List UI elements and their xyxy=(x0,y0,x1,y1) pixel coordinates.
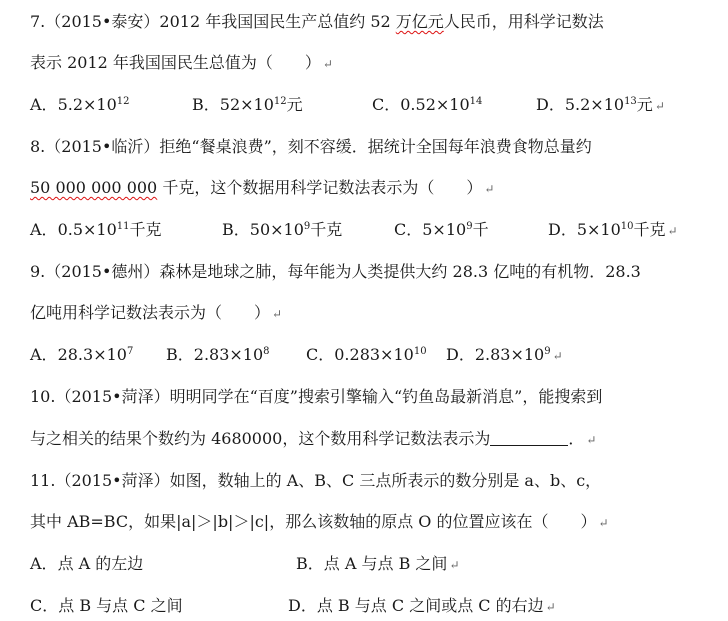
q9-option-a: A．$28.3\times 10^7$ xyxy=(30,345,134,364)
q7-option-c: C．$0.52\times 10^{14}$ xyxy=(372,95,483,114)
q7-option-a: A．$5.2\times 10^{12}$ xyxy=(30,95,130,114)
q8-line1: 8.（2015•临沂）拒绝“餐桌浪费”，刻不容缓．据统计全国每年浪费食物总量约 xyxy=(30,137,592,156)
q11-line2: 其中 AB=BC，如果|a|＞|b|＞|c|，那么该数轴的原点 O 的位置应该在（ ） ↵ xyxy=(30,512,609,531)
q9-line2: 亿吨用科学记数法表示为（ ） ↵ xyxy=(30,303,283,322)
q11-option-b: B．点 A 与点 B 之间 ↵ xyxy=(296,554,460,573)
q8-line2: 50 000 000 000 千克，这个数据用科学记数法表示为（ ） ↵ xyxy=(30,178,495,197)
q10-line2: 与之相关的结果个数约为 4680000，这个数用科学记数法表示为 ． ↵ xyxy=(30,429,597,448)
q8-option-b: B．$50\times 10^9$千克 xyxy=(222,220,343,239)
q7-line1: 7.（2015•泰安）2012 年我国国民生产总值约 52 万亿元人民币，用科学记数法 xyxy=(30,12,604,31)
q9-option-b: B．$2.83\times 10^8$ xyxy=(166,345,270,364)
q8-option-c: C．$5\times 10^9$千 xyxy=(394,220,489,239)
q7-option-b: B．$52\times 10^{12}$元 xyxy=(192,95,303,114)
q8-option-a: A．$0.5\times 10^{11}$千克 xyxy=(30,220,162,239)
paragraph-mark: ↵ xyxy=(322,57,333,71)
q9-line1: 9.（2015•德州）森林是地球之肺，每年能为人类提供大约 28.3 亿吨的有机物．28.3 xyxy=(30,262,641,281)
q7-spellcheck-word: 万亿元 xyxy=(395,12,444,31)
answer-blank xyxy=(490,431,568,446)
q9-option-d: D．$2.83\times 10^9$ ↵ xyxy=(446,345,563,364)
q9-option-c: C．$0.283\times 10^{10}$ xyxy=(306,345,427,364)
q7-option-d: D．$5.2\times 10^{13}$元 ↵ xyxy=(536,95,665,114)
q10-line1: 10.（2015•菏泽）明明同学在“百度”搜索引擎输入“钓鱼岛最新消息”，能搜索到 xyxy=(30,387,603,406)
q11-line1: 11.（2015•菏泽）如图，数轴上的 A、B、C 三点所表示的数分别是 a、b、c， xyxy=(30,471,602,490)
q8-number: 50 000 000 000 xyxy=(30,178,158,197)
q7-line2: 表示 2012 年我国国民生总值为（ ） ↵ xyxy=(30,53,333,72)
q8-option-d: D．$5\times 10^{10}$千克 ↵ xyxy=(548,220,678,239)
q11-option-a: A．点 A 的左边 xyxy=(30,554,144,573)
q11-option-d: D．点 B 与点 C 之间或点 C 的右边 ↵ xyxy=(288,596,556,615)
q11-option-c: C．点 B 与点 C 之间 xyxy=(30,596,183,615)
